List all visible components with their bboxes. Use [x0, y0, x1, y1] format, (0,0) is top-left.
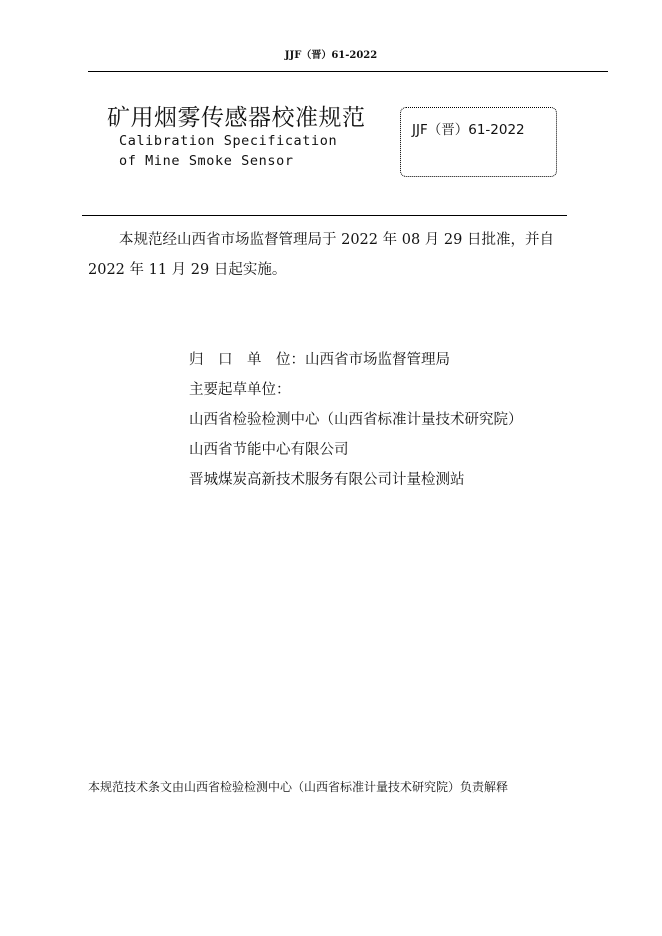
approval-line-2: 2022 年 11 月 29 日起实施。: [88, 262, 287, 278]
header-code: JJF（晋）61-2022: [284, 50, 378, 61]
title-english-line-2: of Mine Smoke Sensor: [119, 153, 294, 169]
interpretation-note: 本规范技术条文由山西省检验检测中心（山西省标准计量技术研究院）负责解释: [88, 780, 509, 794]
approval-line-1: 本规范经山西省市场监督管理局于 2022 年 08 月 29 日批准，并自: [119, 232, 554, 248]
drafting-unit: 山西省检验检测中心（山西省标准计量技术研究院）: [189, 412, 523, 428]
approval-statement: [88, 225, 578, 285]
authority-unit: 归 口 单 位：山西省市场监督管理局: [189, 352, 450, 368]
drafting-unit: 晋城煤炭高新技术服务有限公司计量检测站: [189, 472, 465, 488]
drafting-unit: 山西省节能中心有限公司: [189, 442, 349, 458]
drafting-units-label: 主要起草单位：: [189, 382, 291, 398]
title-divider: [82, 215, 567, 216]
title-english-line-1: Calibration Specification: [119, 133, 338, 149]
header-divider: [88, 71, 608, 72]
specification-code: JJF（晋）61-2022: [412, 122, 525, 138]
document-title-english: [119, 131, 337, 171]
responsible-units: [189, 345, 523, 495]
document-title: 矿用烟雾传感器校准规范: [107, 105, 366, 131]
specification-code-box: [400, 107, 557, 177]
